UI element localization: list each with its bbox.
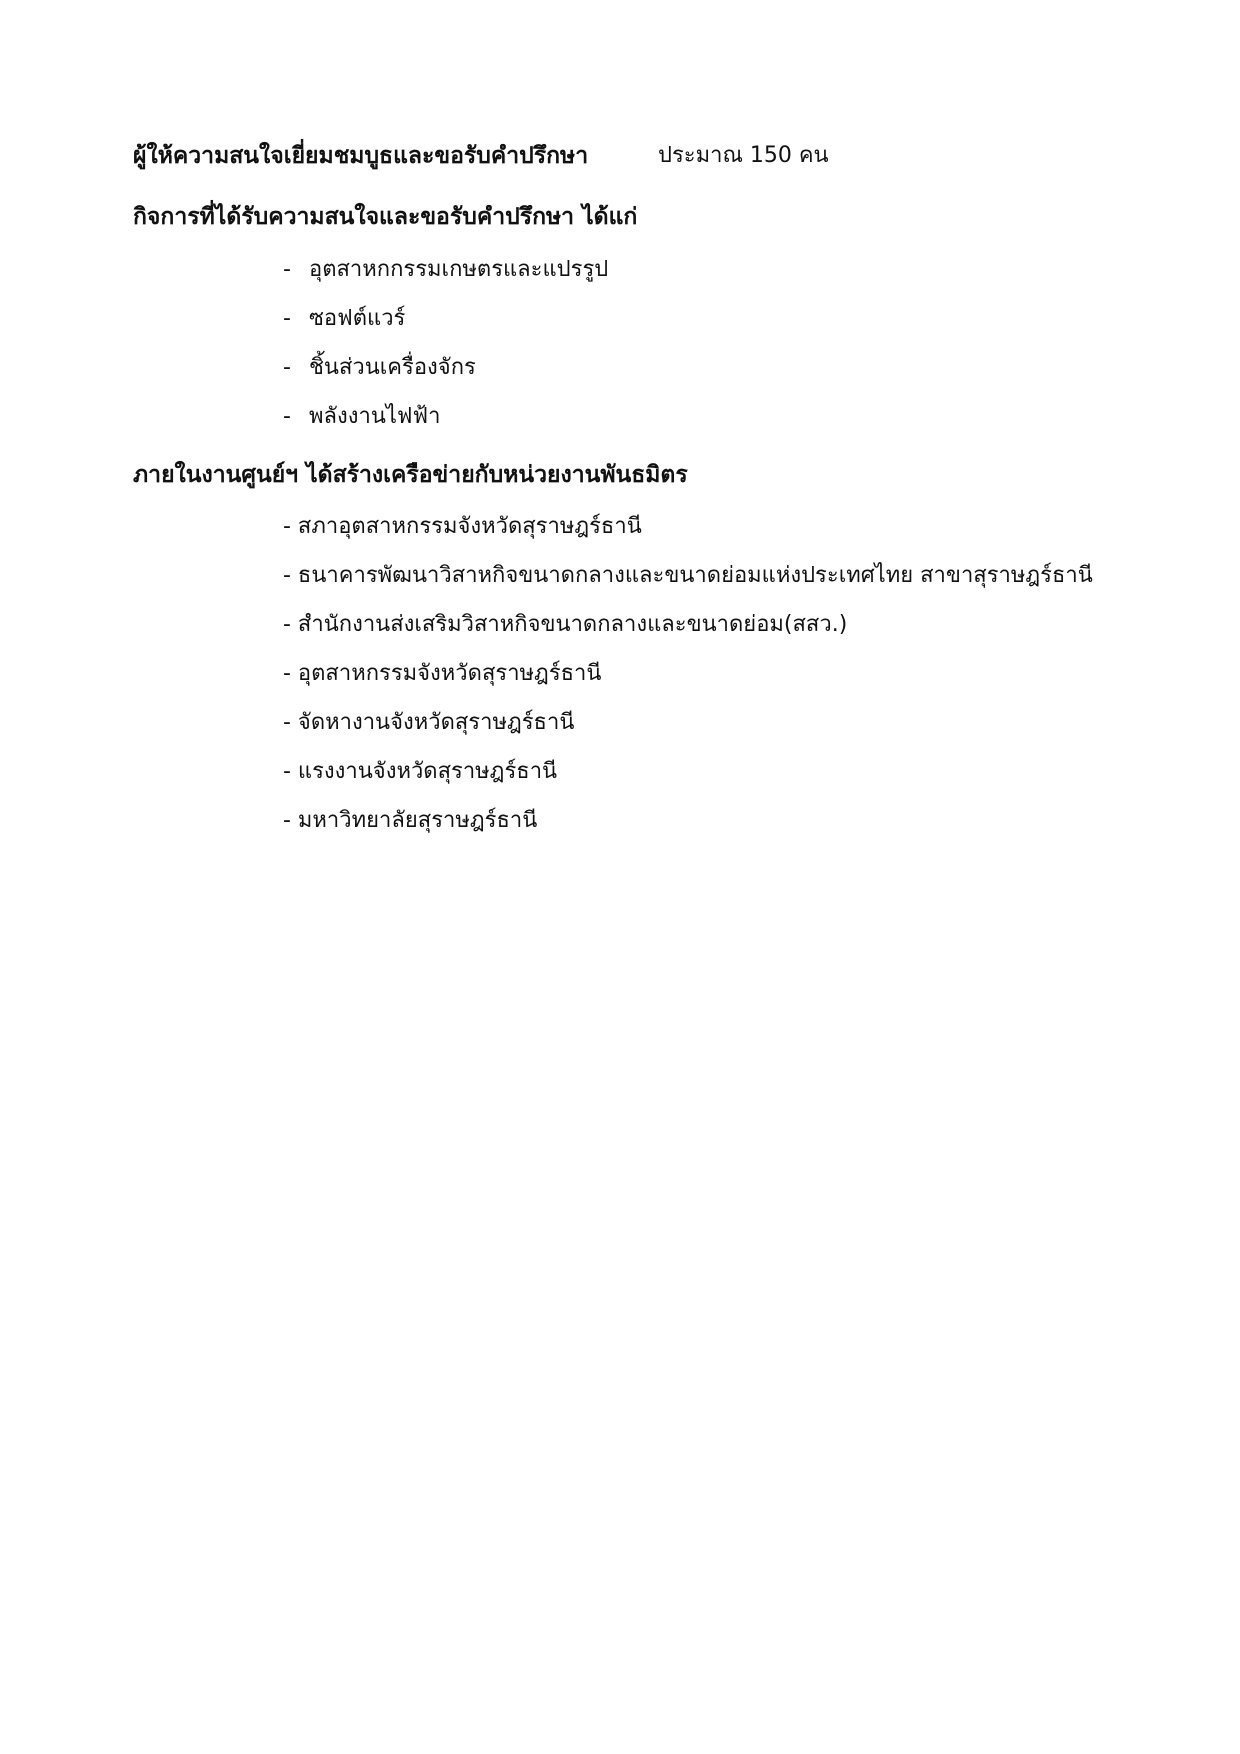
list-item: - ธนาคารพัฒนาวิสาหกิจขนาดกลางและขนาดย่อมแห่งประเทศไทย สาขาสุราษฎร์ธานี [283, 563, 1093, 588]
list-item: - สำนักงานส่งเสริมวิสาหกิจขนาดกลางและขนาดย่อม(สสว.) [283, 612, 848, 637]
interest-item-text: อุตสาหกกรรมเกษตรและแปรรูป [309, 257, 609, 282]
list-item: - สภาอุตสาหกรรมจังหวัดสุราษฎร์ธานี [283, 514, 642, 539]
list-item: - มหาวิทยาลัยสุราษฎร์ธานี [283, 808, 538, 833]
interest-heading: กิจการที่ได้รับความสนใจและขอรับคำปรึกษา ได้แก่ [133, 204, 638, 230]
list-item: - ซอฟต์แวร์ [283, 306, 406, 331]
interest-item-text: ชิ้นส่วนเครื่องจักร [309, 355, 476, 380]
list-item: - ชิ้นส่วนเครื่องจักร [283, 355, 476, 380]
list-item: - แรงงานจังหวัดสุราษฎร์ธานี [283, 759, 558, 784]
list-item: - จัดหางานจังหวัดสุราษฎร์ธานี [283, 710, 575, 735]
visitors-count: ประมาณ 150 คน [658, 143, 829, 168]
network-heading: ภายในงานศูนย์ฯ ได้สร้างเครือข่ายกับหน่วยงานพันธมิตร [133, 462, 688, 488]
interest-item-text: พลังงานไฟฟ้า [309, 404, 441, 429]
list-item: - พลังงานไฟฟ้า [283, 404, 441, 429]
visitors-label: ผู้ให้ความสนใจเยี่ยมชมบูธและขอรับคำปรึกษา [133, 143, 589, 169]
list-item: - อุตสาหกกรรมเกษตรและแปรรูป [283, 257, 609, 282]
list-item: - อุตสาหกรรมจังหวัดสุราษฎร์ธานี [283, 661, 602, 686]
interest-item-text: ซอฟต์แวร์ [309, 306, 406, 331]
